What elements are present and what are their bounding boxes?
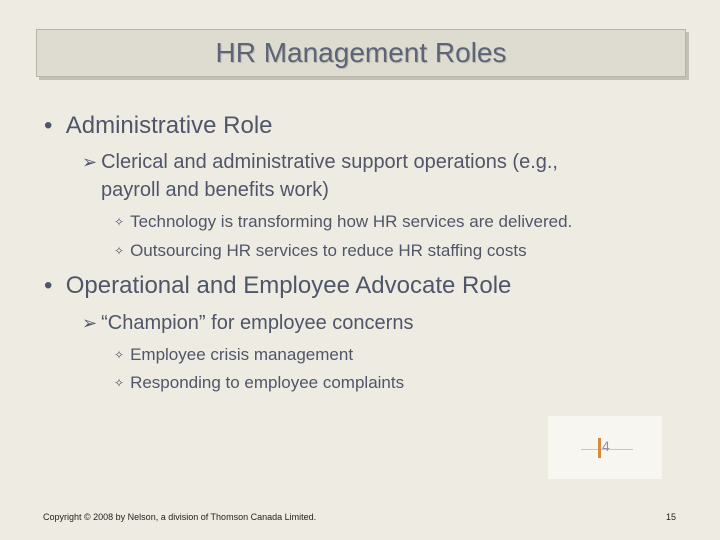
section-heading-operational bbox=[44, 272, 511, 300]
page-icon-number: 4 bbox=[602, 438, 610, 454]
item-text: Outsourcing HR services to reduce HR staffing costs bbox=[130, 241, 527, 260]
item-crisis bbox=[114, 345, 353, 365]
slide-title-box bbox=[36, 29, 686, 77]
sub-point-clerical bbox=[82, 151, 558, 174]
bullet-dot: • bbox=[44, 112, 53, 139]
slide-number: 15 bbox=[666, 512, 677, 522]
item-text: Responding to employee complaints bbox=[130, 373, 405, 392]
copyright-footer: Copyright © 2008 by Nelson, a division of Thomson Canada Limited. bbox=[43, 512, 317, 522]
sub-point-clerical-cont bbox=[101, 179, 329, 202]
diamond-bullet-icon: ✧ bbox=[114, 215, 125, 229]
page-icon-mark bbox=[598, 438, 601, 458]
section-heading-text: Operational and Employee Advocate Role bbox=[65, 272, 512, 299]
item-text: Employee crisis management bbox=[130, 345, 354, 364]
sub-point-text-line2: payroll and benefits work) bbox=[101, 179, 329, 201]
sub-point-text: “Champion” for employee concerns bbox=[101, 312, 414, 334]
slide-title: HR Management Roles bbox=[215, 37, 507, 68]
diamond-bullet-icon: ✧ bbox=[114, 348, 125, 362]
sub-point-champion bbox=[82, 312, 413, 335]
item-text: Technology is transforming how HR services are delivered. bbox=[130, 212, 573, 231]
arrow-bullet-icon: ➢ bbox=[82, 152, 98, 172]
diamond-bullet-icon: ✧ bbox=[114, 376, 125, 390]
diamond-bullet-icon: ✧ bbox=[114, 244, 125, 258]
bullet-dot: • bbox=[44, 272, 53, 299]
section-heading-administrative bbox=[44, 112, 273, 140]
item-technology bbox=[114, 212, 572, 232]
page-number-icon bbox=[548, 416, 662, 479]
section-heading-text: Administrative Role bbox=[65, 112, 273, 139]
sub-point-text-line1: Clerical and administrative support operations (e.g., bbox=[101, 151, 558, 173]
arrow-bullet-icon: ➢ bbox=[82, 313, 98, 333]
item-outsourcing bbox=[114, 241, 527, 261]
item-complaints bbox=[114, 373, 404, 393]
